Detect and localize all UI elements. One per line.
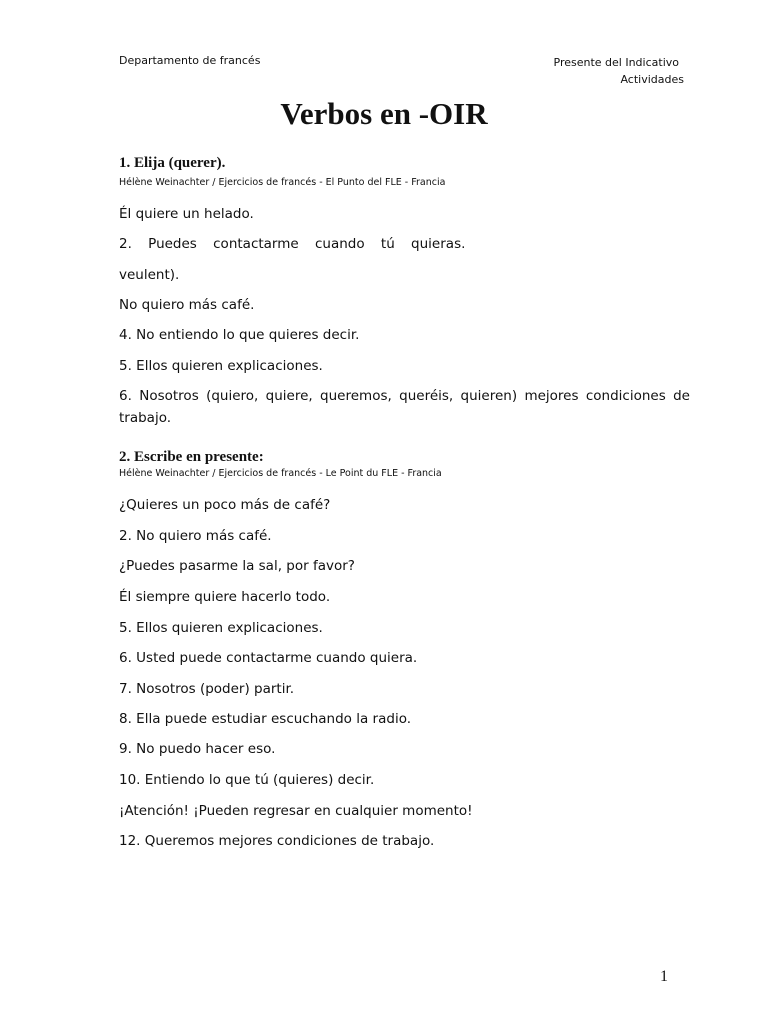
section-1-line-1: Él quiere un helado. [119, 206, 254, 222]
section-2-line-7: 7. Nosotros (poder) partir. [119, 681, 295, 697]
section-2-line-9: 9. No puedo hacer eso. [119, 741, 276, 757]
section-2-line-10: 10. Entiendo lo que tú (quieres) decir. [119, 772, 375, 788]
section-1-line-7: 6. Nosotros (quiero, quiere, queremos, queréis, quieren) mejores condiciones de trabajo. [119, 388, 690, 426]
section-2-line-12: 12. Queremos mejores condiciones de trabajo. [119, 833, 435, 849]
header-department: Departamento de francés [119, 54, 261, 67]
section-2-source: Hélène Weinachter / Ejercicios de francés - Le Point du FLE - Francia [119, 468, 442, 479]
section-1-line-3: veulent). [119, 267, 180, 283]
section-1-line-5: 4. No entiendo lo que quieres decir. [119, 327, 360, 343]
section-2-line-3: ¿Puedes pasarme la sal, por favor? [119, 558, 355, 574]
section-1-line-6: 5. Ellos quieren explicaciones. [119, 358, 323, 374]
section-2-line-8: 8. Ella puede estudiar escuchando la radio. [119, 711, 412, 727]
section-2-title: 2. Escribe en presente: [119, 449, 264, 465]
section-2-line-11: ¡Atención! ¡Pueden regresar en cualquier momento! [119, 803, 473, 819]
page-number: 1 [660, 968, 668, 985]
header-topic [554, 54, 685, 88]
section-2-line-4: Él siempre quiere hacerlo todo. [119, 589, 331, 605]
section-2-line-6: 6. Usted puede contactarme cuando quiera. [119, 650, 418, 666]
header-topic-line2: Actividades [620, 73, 684, 86]
section-1-line-2: 2. Puedes contactarme cuando tú quieras. [119, 236, 466, 252]
section-2-line-1: ¿Quieres un poco más de café? [119, 497, 331, 513]
section-2-line-5: 5. Ellos quieren explicaciones. [119, 620, 323, 636]
section-1-line-4: No quiero más café. [119, 297, 255, 313]
page-title: Verbos en -OIR [280, 96, 488, 131]
header-topic-line1: Presente del Indicativo [553, 56, 679, 69]
section-2-line-2: 2. No quiero más café. [119, 528, 272, 544]
section-1-source: Hélène Weinachter / Ejercicios de francés - El Punto del FLE - Francia [119, 177, 446, 188]
section-1-title: 1. Elija (querer). [119, 155, 226, 171]
